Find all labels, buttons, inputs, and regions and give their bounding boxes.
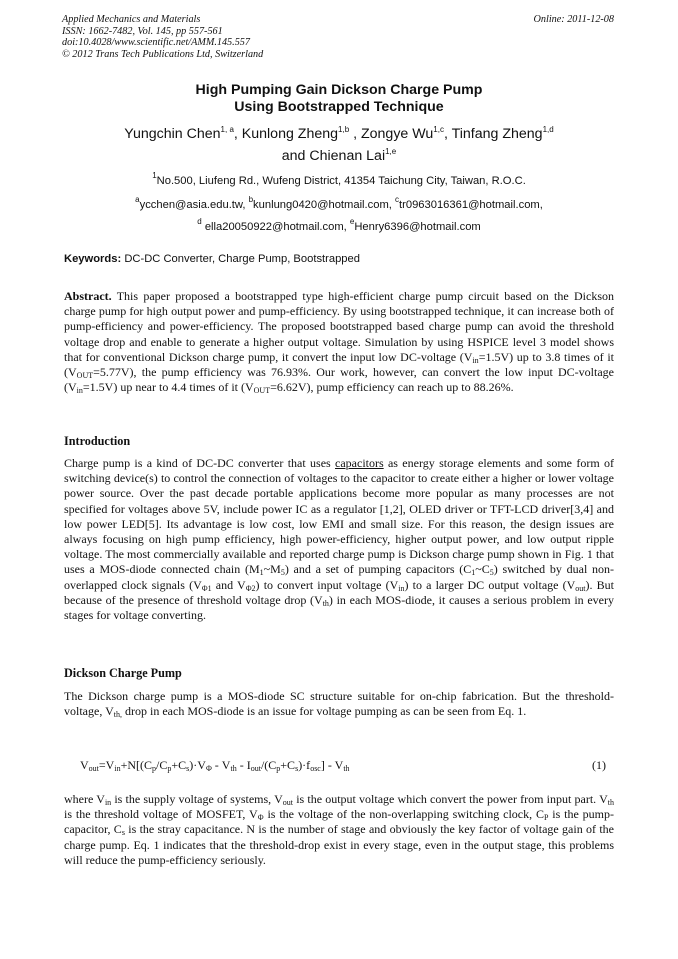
eq-sub: s [186, 764, 190, 773]
affiliation [0, 171, 678, 187]
text-run: as energy storage elements and some form of switching device(s) to control the connection of voltages to the capacitor to create either a higher or lower voltage power source. Over the past decade portable applications become more popular as many processes are not specified for voltages above 5V, include power IC as a regulator [1,2], OLED driver or TFT-LCD driver[3,4] and low power LED[5]. Its advantage is low cost, low EMI and small size. For this reason, the design issues are always focusing on high pump efficiency, high power-efficiency, higher output power, and low output ripple voltage. The most commercially available and reported charge pump is Dickson charge pump shown in Fig. 1 that uses a MOS-diode connected chain (M [64, 456, 614, 577]
author-name: Kunlong Zheng [241, 126, 339, 142]
subscript: OUT [76, 371, 94, 381]
text-run: is the stray capacitance. N is the number of stage and obviously the key factor of voltage gain of the charge pump. Eq. 1 indicates that the threshold-drop exist in every stage, even in the output stage, this problems will reduce the pump-efficiency seriously. [64, 822, 614, 867]
eq-part: )·f [298, 758, 311, 772]
eq-part: ] - V [320, 758, 344, 772]
eq-part: /C [156, 758, 168, 772]
eq-part: - V [211, 758, 231, 772]
text-run: is the pump-capacitor, C [64, 807, 615, 837]
text-run: The Dickson charge pump is a MOS-diode SC structure suitable for on-chip fabrication. But the threshold-voltage, V [64, 689, 614, 719]
eq-sub: out [250, 764, 261, 773]
authors-line-1: Yungchin Chen$^{1, a}$, Kunlong Zheng$^{1,b}$ , Zongye Wu$^{1,c}$, Tinfang Zheng$^{1,d}$ [124, 125, 554, 142]
eq-part: )·V [189, 758, 206, 772]
keywords [64, 253, 360, 265]
subscript: in [104, 798, 112, 807]
author-name: Zongye Wu [360, 126, 434, 142]
email-sup: e [349, 217, 355, 226]
eq-sub: osc [310, 764, 321, 773]
journal-name: Applied Mechanics and Materials [62, 14, 201, 25]
eq-part: +C [171, 758, 187, 772]
copyright-line: © 2012 Trans Tech Publications Ltd, Switzerland [62, 48, 264, 60]
text-run: =5.77V), the pump efficiency was 76.93%. Our work, however, can convert the low input DC-voltage (V [64, 365, 614, 395]
affiliation-sup: 1 [152, 171, 157, 180]
title-line-1: High Pumping Gain Dickson Charge Pump [195, 82, 483, 98]
eq-part: +C [280, 758, 296, 772]
subscript: Φ [257, 813, 264, 823]
text-run: ) to convert input voltage (V [255, 577, 399, 592]
email-address: kunlung0420@hotmail.com, [253, 199, 392, 211]
email-address: ycchen@asia.edu.tw, [139, 199, 246, 211]
subscript: th, [113, 710, 123, 720]
online-date: Online: 2011-12-08 [533, 14, 614, 25]
keywords-label: Keywords: [64, 253, 122, 265]
journal-header [62, 14, 263, 60]
text-run: drop in each MOS-diode is an issue for voltage pumping as can be seen from Eq. 1. [122, 704, 527, 719]
email-sup: a [135, 195, 140, 204]
text-run: ) switched by dual non-overlapped clock signals (V [64, 562, 615, 592]
author-name: Yungchin Chen [124, 126, 221, 142]
eq-part: V [80, 758, 89, 772]
author-sup: 1,d [542, 125, 554, 134]
email-address: Henry6396@hotmail.com [354, 221, 481, 233]
email-list [0, 194, 678, 238]
text-run: ). But because of the presence of threshold voltage drop (V [64, 577, 614, 607]
eq-sub: th [230, 764, 237, 773]
eq-part: =V [98, 758, 115, 772]
eq-sub: th [343, 764, 350, 773]
subscript: in [472, 355, 479, 365]
eq-sub: p [167, 764, 172, 773]
capacitors-link[interactable]: capacitors [335, 456, 384, 470]
author-sup: 1,c [433, 125, 444, 134]
text-run: ) and a set of pumping capacitors (C [284, 562, 472, 577]
eq-part: /(C [260, 758, 277, 772]
email-sup: c [395, 195, 400, 204]
text-run: Charge pump is a kind of DC-DC converter that uses [64, 456, 336, 470]
eq-sub: in [114, 764, 121, 773]
author-sup: 1,b [338, 125, 350, 134]
dickson-heading: Dickson Charge Pump [64, 666, 182, 680]
equation-1 [80, 758, 350, 773]
subscript: th [322, 598, 329, 608]
email-address: ella20050922@hotmail.com, [204, 221, 347, 233]
equation-explanation [64, 792, 614, 868]
author-sup: 1,e [385, 147, 397, 156]
abstract [64, 289, 614, 395]
title-line-2: Using Bootstrapped Technique [234, 99, 444, 115]
authors-line-2 [0, 145, 678, 167]
abstract-label: Abstract. [64, 289, 112, 303]
subscript: s [121, 828, 125, 838]
subscript: out [282, 798, 294, 807]
text-run: ~C [475, 562, 490, 577]
email-address: tr0963016361@hotmail.com, [399, 199, 543, 211]
subscript: th [607, 798, 614, 807]
doi-line: doi:10.4028/www.scientific.net/AMM.145.557 [62, 37, 250, 49]
introduction-heading: Introduction [64, 434, 131, 448]
introduction-paragraph [64, 456, 614, 623]
subscript: Φ2 [245, 583, 256, 593]
and-word: and [281, 148, 306, 164]
eq-part: +N[(C [120, 758, 153, 772]
text-run: =1.5V) up to 3.8 times of it (V [64, 349, 614, 380]
emails-line-2 [0, 216, 678, 238]
subscript: OUT [253, 386, 271, 396]
subscript: Φ1 [201, 583, 212, 593]
subscript: out [575, 583, 586, 593]
author-name: Chienan Lai [309, 148, 386, 164]
affiliation-text: No.500, Liufeng Rd., Wufeng District, 41354 Taichung City, Taiwan, R.O.C. [156, 175, 526, 187]
text-run: is the threshold voltage of MOSFET, V [64, 807, 258, 822]
author-list [0, 123, 678, 167]
text-run: where V [64, 792, 105, 806]
text-run: This paper proposed a bootstrapped type high-efficient charge pump circuit based on the Dickson charge pump for high output power and pump-efficiency. By using bootstrapped technique, it can increase both of pump-efficiency and power-efficiency. The proposed bootstrapped based charge pump can avoid the threshold voltage drop and enable to generate a higher output voltage. Simulation by using HSPICE level 3 model shows that for conventional Dickson charge pump, it convert the input low DC-voltage (V [64, 289, 614, 364]
email-sup: b [248, 195, 254, 204]
eq-sub: p [152, 764, 157, 773]
paper-title [0, 82, 678, 116]
text-run: ) in each MOS-diode, it causes a serious problem in every stages for voltage converting. [64, 592, 614, 623]
text-run: ) to a larger DC output voltage (V [404, 577, 576, 592]
text-run: ~M [263, 562, 281, 577]
text-run: is the output voltage which convert the power from input part. V [293, 792, 608, 806]
eq-sub: Φ [205, 764, 212, 773]
text-run: is the voltage of the non-overlapping switching clock, C [263, 807, 544, 822]
text-run: =1.5V) up near to 4.4 times of it (V [82, 380, 254, 395]
dickson-paragraph [64, 689, 614, 719]
keywords-text: DC-DC Converter, Charge Pump, Bootstrapped [124, 253, 360, 265]
author-name: Tinfang Zheng [451, 126, 543, 142]
eq-part: - I [236, 758, 251, 772]
email-sup: d [197, 217, 202, 226]
subscript: 1 [471, 568, 476, 578]
subscript: 1 [259, 568, 264, 578]
subscript: P [543, 813, 549, 823]
author-sup: 1, a [220, 125, 234, 134]
text-run: =6.62V), pump efficiency can reach up to 88.26%. [270, 380, 514, 395]
subscript: in [398, 583, 405, 593]
eq-sub: s [295, 764, 299, 773]
text-run: and V [211, 577, 246, 592]
text-run: is the supply voltage of systems, V [111, 792, 283, 806]
subscript: in [76, 386, 83, 396]
issn-line: ISSN: 1662-7482, Vol. 145, pp 557-561 [62, 25, 223, 37]
subscript: 5 [280, 568, 285, 578]
equation-number: (1) [592, 758, 606, 772]
emails-line-1 [0, 194, 678, 216]
subscript: 5 [489, 568, 494, 578]
eq-sub: out [88, 764, 99, 773]
eq-sub: p [276, 764, 281, 773]
